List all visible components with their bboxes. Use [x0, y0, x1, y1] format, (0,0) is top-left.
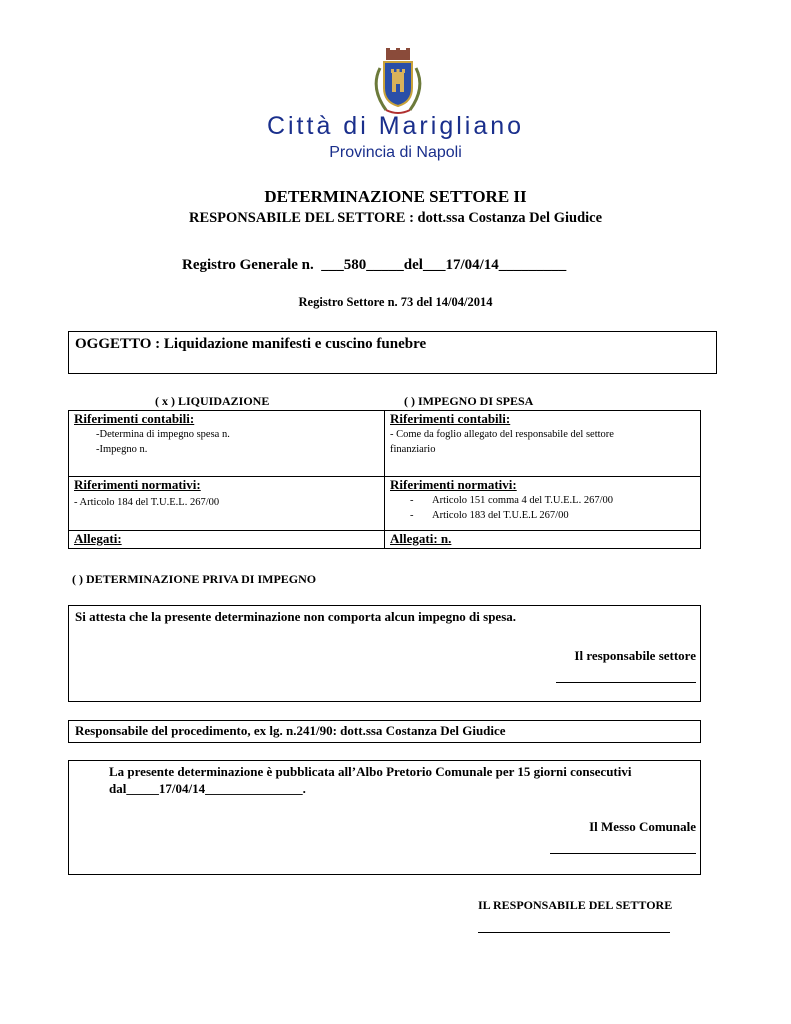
responsible-line: RESPONSABILE DEL SETTORE : dott.ssa Costanza Del Giudice [188, 210, 603, 226]
city-name: Città di Marigliano [266, 112, 525, 140]
registro-generale [182, 257, 566, 274]
city-crest-logo [366, 48, 430, 120]
left-normativi-line1: - Articolo 184 del T.U.E.L. 267/00 [74, 497, 220, 508]
references-table [68, 410, 701, 549]
procedimento-box [68, 720, 701, 743]
messo-signature-line [550, 853, 696, 854]
signature-line [556, 682, 696, 683]
rif-normativi-heading: Riferimenti normativi: [74, 477, 201, 492]
dal-label: dal [109, 781, 127, 796]
right-contabili-line1: - Come da foglio allegato del responsabile del settore [390, 429, 614, 440]
liquidazione-option[interactable]: ( x ) LIQUIDAZIONE [155, 394, 270, 408]
bullet-dash: - [410, 495, 414, 506]
impegno-option[interactable]: ( ) IMPEGNO DI SPESA [404, 394, 534, 408]
left-normativi-cell [69, 477, 385, 531]
registro-number-field: ___580_____ [317, 257, 404, 273]
allegati-right-cell [385, 531, 701, 549]
right-normativi-cell [385, 477, 701, 531]
attestation-box [68, 605, 701, 702]
left-contabili-line2: -Impegno n. [96, 444, 148, 455]
rif-contabili-heading: Riferimenti contabili: [390, 411, 511, 426]
rif-contabili-heading: Riferimenti contabili: [74, 411, 195, 426]
del-label: del [403, 257, 423, 273]
right-contabili-line2: finanziario [390, 444, 436, 455]
pubblicazione-box [68, 760, 701, 875]
oggetto-text: OGGETTO : Liquidazione manifesti e cuscino funebre [75, 336, 427, 352]
responsabile-signature-label: Il responsabile settore [574, 648, 696, 663]
registro-generale-label: Registro Generale n. [182, 257, 314, 273]
registro-settore: Registro Settore n. 73 del 14/04/2014 [298, 295, 493, 309]
messo-comunale-label: Il Messo Comunale [589, 819, 696, 834]
determination-title: DETERMINAZIONE SETTORE II [264, 187, 527, 206]
pubblicazione-text: La presente determinazione è pubblicata all’Albo Pretorio Comunale per 15 giorni consecutivi [109, 764, 632, 779]
right-contabili-cell [385, 411, 701, 477]
left-contabili-cell [69, 411, 385, 477]
procedimento-text: Responsabile del procedimento, ex lg. n.241/90: dott.ssa Costanza Del Giudice [75, 723, 506, 738]
oggetto-box [68, 331, 717, 374]
priva-impegno-option[interactable]: ( ) DETERMINAZIONE PRIVA DI IMPEGNO [72, 572, 317, 586]
rif-normativi-heading: Riferimenti normativi: [390, 477, 517, 492]
right-normativi-line1: Articolo 151 comma 4 del T.U.E.L. 267/00 [432, 495, 613, 506]
right-normativi-line2: Articolo 183 del T.U.E.L 267/00 [432, 510, 569, 521]
province-name: Provincia di Napoli [329, 144, 462, 161]
attestation-text: Si attesta che la presente determinazione non comporta alcun impegno di spesa. [75, 609, 517, 624]
left-contabili-line1: -Determina di impegno spesa n. [96, 429, 230, 440]
responsabile-settore-signature: IL RESPONSABILE DEL SETTORE [478, 898, 673, 912]
pubblicazione-dates: dal_____17/04/14_______________. [109, 781, 306, 796]
footer-signature-line [478, 932, 670, 933]
allegati-left: Allegati: [74, 531, 122, 546]
bullet-dash: - [410, 510, 414, 521]
date-field: ___17/04/14_________ [422, 257, 567, 273]
allegati-right: Allegati: n. [390, 531, 452, 546]
allegati-left-cell [69, 531, 385, 549]
pubblicazione-date: 17/04/14 [158, 781, 206, 796]
